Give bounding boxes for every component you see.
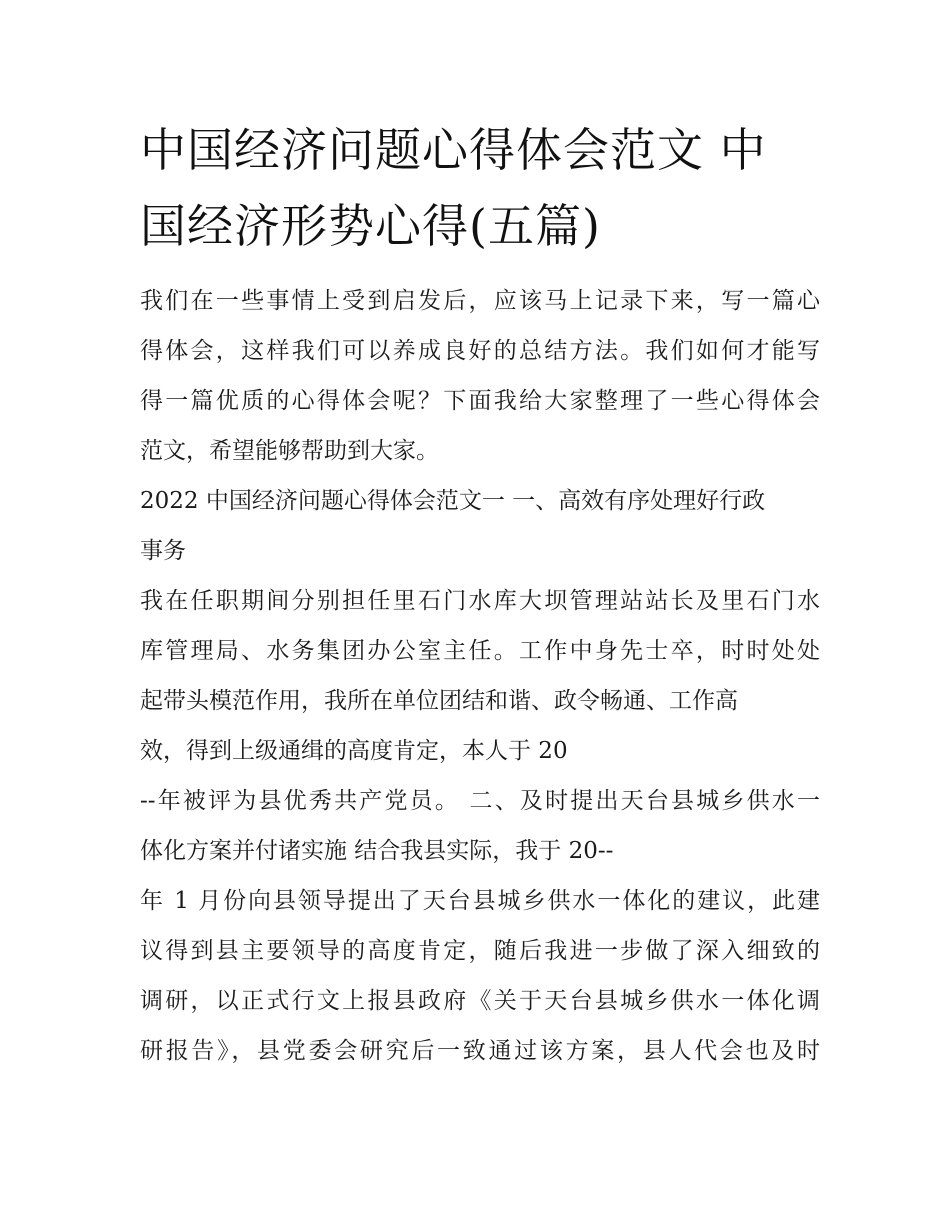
body-line: 年 1 月份向县领导提出了天台县城乡供水一体化的建议，此建 [140,888,820,914]
document-body [140,276,820,1076]
section-heading-line: 2022 中国经济问题心得体会范文一 一、高效有序处理好行政 [140,488,766,514]
body-line: 范文，希望能够帮助到大家。 [140,438,439,464]
body-line: 起带头模范作用，我所在单位团结和谐、政令畅通、工作高 [140,688,738,714]
body-line: 研报告》，县党委会研究后一致通过该方案，县人代会也及时 [140,1038,820,1064]
body-line: 我们在一些事情上受到启发后，应该马上记录下来，写一篇心 [140,288,820,314]
title-line: 中国经济问题心得体会范文 中 [140,123,767,177]
body-line: --年被评为县优秀共产党员。 二、及时提出天台县城乡供水一 [140,788,820,814]
section-heading-line: 事务 [140,538,186,564]
body-line: 得一篇优质的心得体会呢？下面我给大家整理了一些心得体会 [140,388,820,414]
body-line: 调研，以正式行文上报县政府《关于天台县城乡供水一体化调 [140,988,820,1014]
body-line: 得体会，这样我们可以养成良好的总结方法。我们如何才能写 [140,338,820,364]
body-line: 议得到县主要领导的高度肯定，随后我进一步做了深入细致的 [140,938,820,964]
body-line: 体化方案并付诸实施 结合我县实际，我于 20-- [140,838,614,864]
title-line: 国经济形势心得(五篇) [140,199,601,253]
body-line: 我在任职期间分别担任里石门水库大坝管理站站长及里石门水 [140,588,820,614]
body-line: 效，得到上级通缉的高度肯定，本人于 20 [140,738,568,764]
document-title [140,112,820,264]
body-line: 库管理局、水务集团办公室主任。工作中身先士卒，时时处处 [140,638,820,664]
